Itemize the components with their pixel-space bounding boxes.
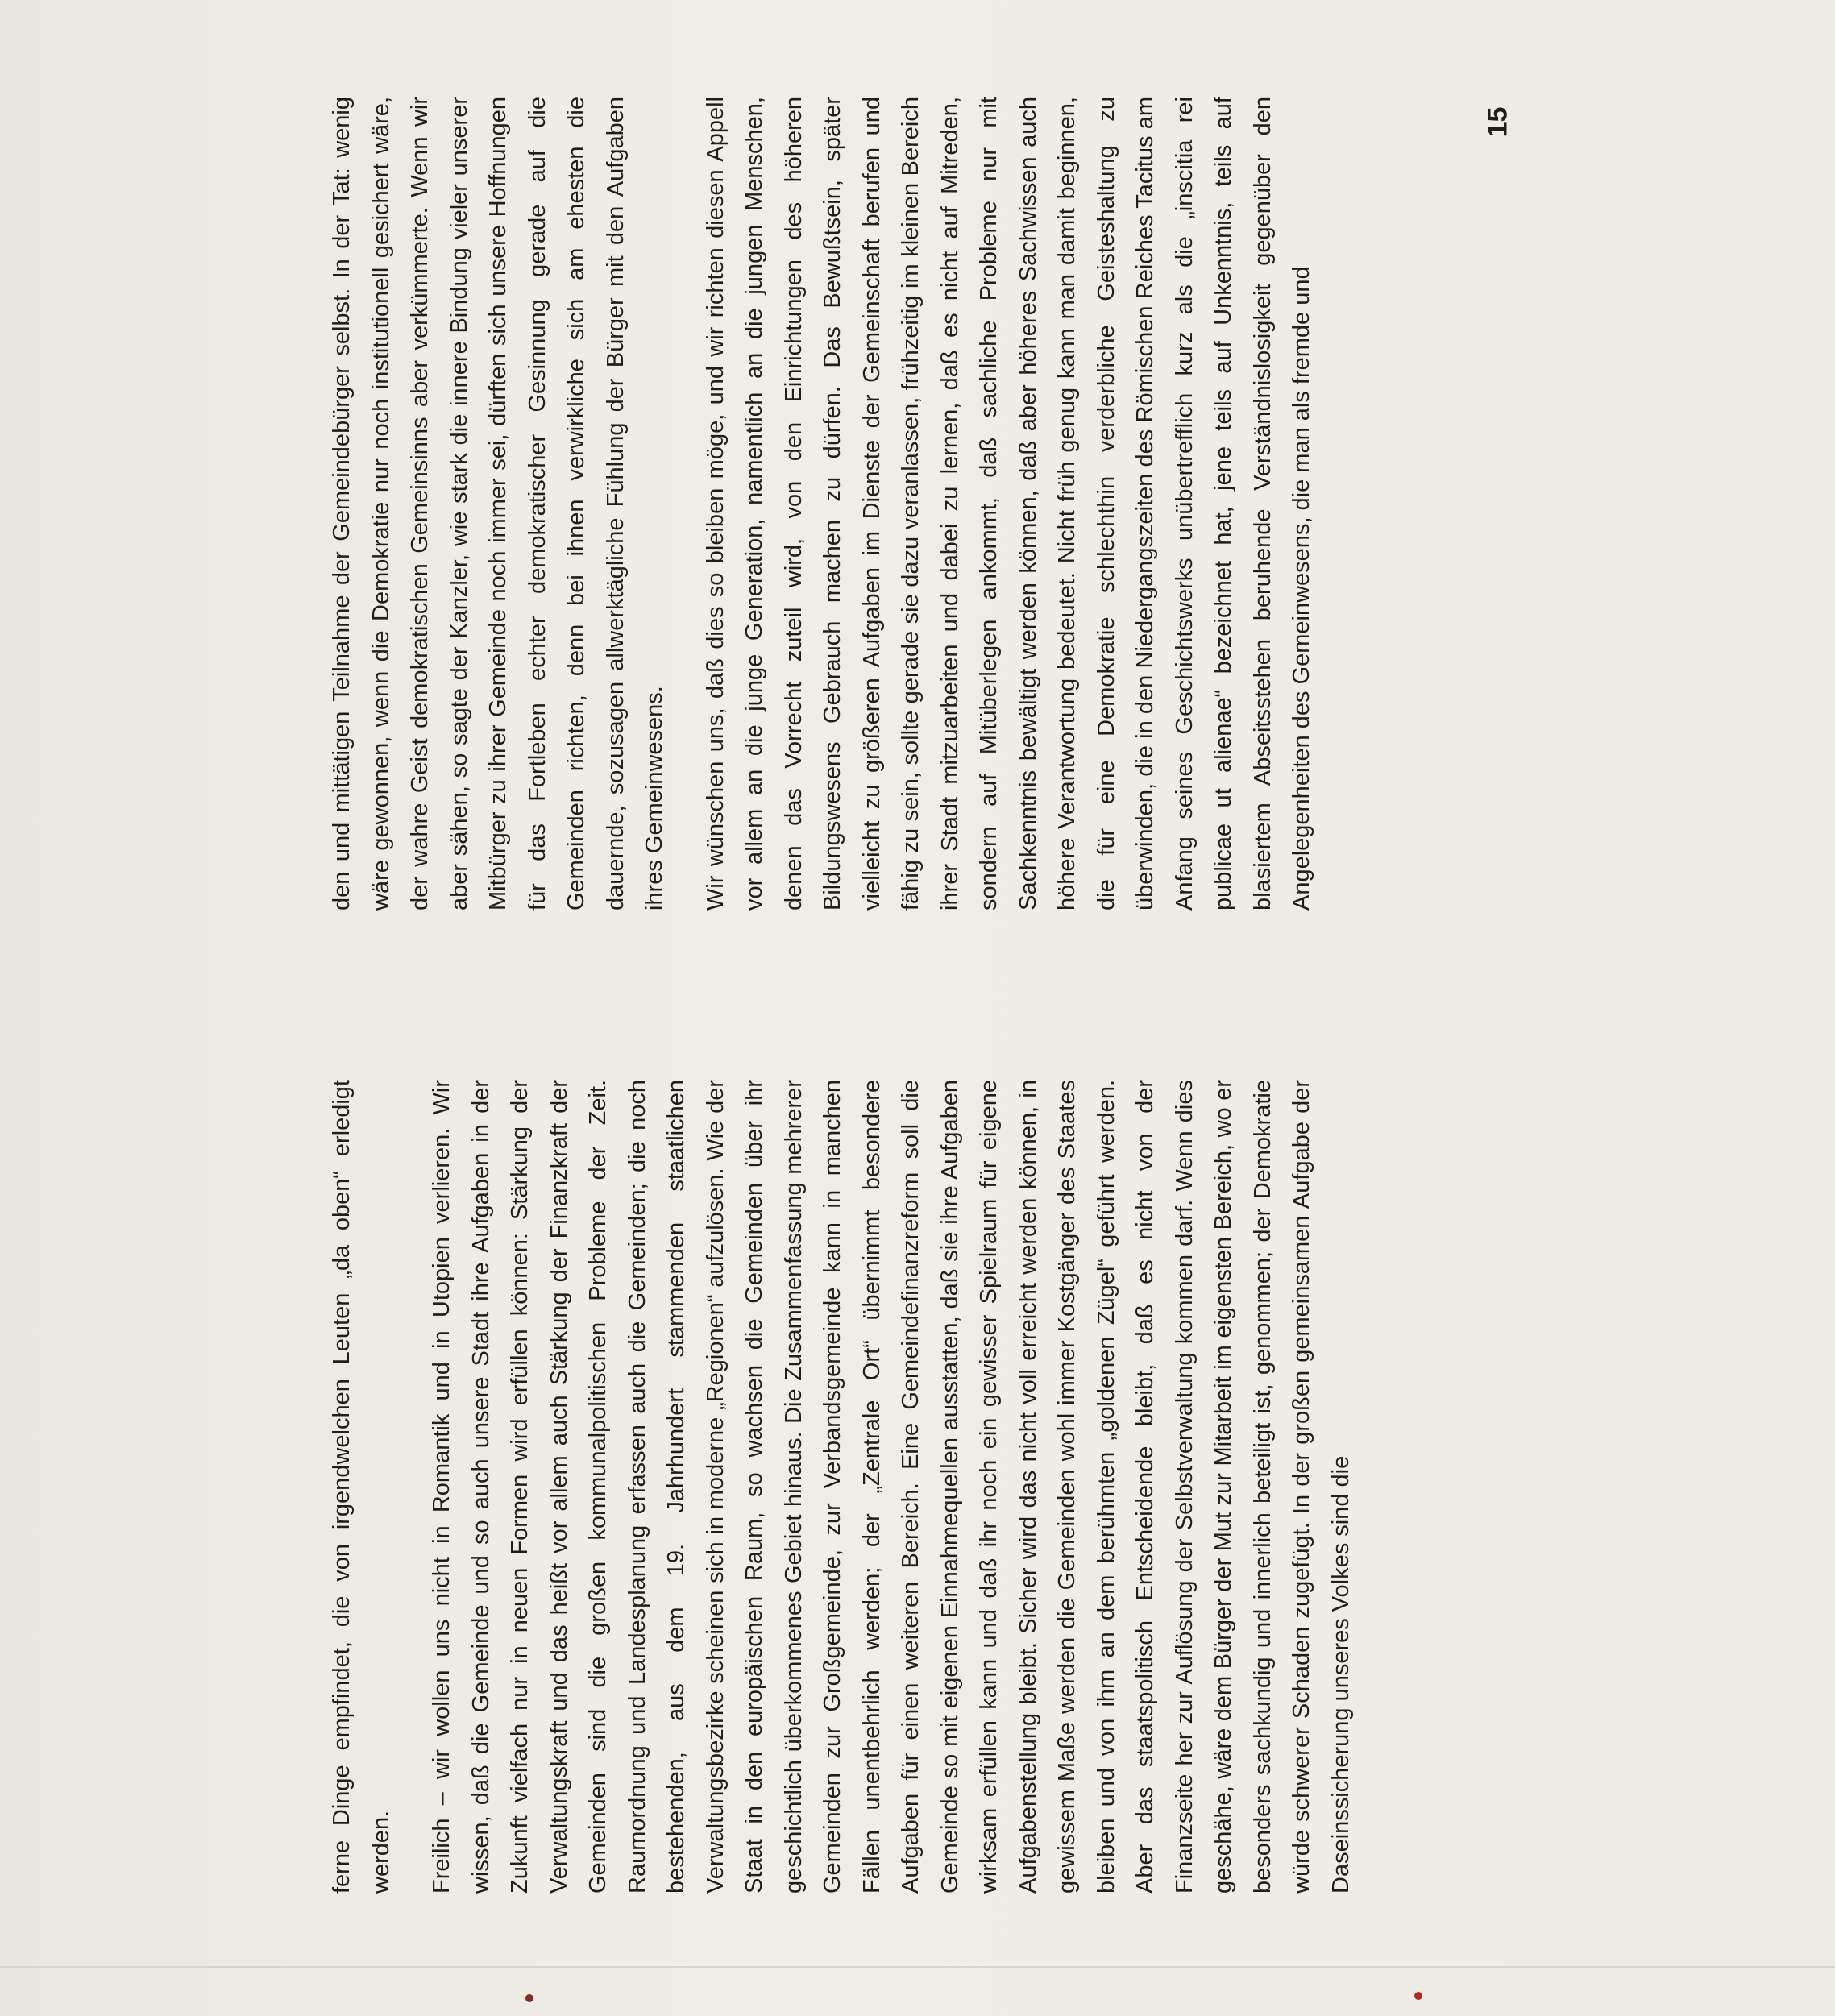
binding-mark [1414,1992,1422,2000]
paragraph: den und mittätigen Teilnahme der Gemeindebürger selbst. In der Tat: wenig wäre gewonnen, wenn die Demokratie nur noch institutionell gesichert wäre, der wahre Geist demokratischen Gemeinsinns aber verkümmerte. Wenn wir aber sähen, so sagte der Kanzler, wie stark die innere Bindung vieler unserer Mitbürger zu ihrer Gemeinde noch immer sei, dürften sich unsere Hoffnungen für das Fortleben echter demokratischer Gesinnung gerade auf die Gemeinden richten, denn bei ihnen verwirkliche sich am ehesten die dauernde, sozusagen allwerktägliche Fühlung der Bürger mit den Aufgaben ihres Gemeinwesens. [329,97,667,911]
page-crease [0,1966,1835,1992]
binding-mark [525,1994,533,2002]
text-column-left [322,97,1507,911]
page-number: 15 [1482,106,1513,138]
paragraph: ferne Dinge empfindet, die von irgendwelchen Leuten „da oben“ erledigt werden. [329,1080,394,1894]
paragraph: Freilich – wir wollen uns nicht in Romantik und in Utopien verlieren. Wir wissen, daß die Gemeinde und so auch unsere Stadt ihre Aufgaben in der Zukunft vielfach nur in neuen Formen wird erfüllen können: Stärkung der Verwaltungskraft und das heißt vor allem auch Stärkung der Finanzkraft der Gemeinden sind die großen kommunalpolitischen Probleme der Zeit. Raumordnung und Landesplanung erfassen auch die Gemeinden; die noch bestehenden, aus dem 19. Jahrhundert stammenden staatlichen Verwaltungsbezirke scheinen sich in moderne „Regionen“ aufzulösen. Wie der Staat in den europäischen Raum, so wachsen die Gemeinden über ihr geschichtlich überkommenes Gebiet hinaus. Die Zusammenfassung mehrerer Gemeinden zur Großgemeinde, zur Verbandsgemeinde kann in manchen Fällen unentbehrlich werden; der „Zentrale Ort“ übernimmt besondere Aufgaben für einen weiteren Bereich. Eine Gemeindefinanzreform soll die Gemeinde so mit eigenen Einnahmequellen ausstatten, daß sie ihre Aufgaben wirksam erfüllen kann und daß ihr noch ein gewisser Spielraum für eigene Aufgabenstellung bleibt. Sicher wird das nicht voll erreicht werden können, in gewissem Maße werden die Gemeinden wohl immer Kostgänger des Staates bleiben und von ihm an dem berühmten „goldenen Zügel“ geführt werden. Aber das staatspolitisch Entscheidende bleibt, daß es nicht von der Finanzseite her zur Auflösung der Selbstverwaltung kommen darf. Wenn dies geschähe, wäre dem Bürger der Mut zur Mitarbeit im eigensten Bereich, wo er besonders sachkundig und innerlich beteiligt ist, genommen; der Demokratie würde schwerer Schaden zugefügt. In der großen gemeinsamen Aufgabe der Daseinssicherung unseres Volkes sind die [429,1080,1354,1894]
paragraph: Wir wünschen uns, daß dies so bleiben möge, und wir richten diesen Appell vor allem an die junge Generation, namentlich an die jungen Menschen, denen das Vorrecht zuteil wird, von den Einrichtungen des höheren Bildungswesens Gebrauch machen zu dürfen. Das Bewußtsein, später vielleicht zu größeren Aufgaben im Dienste der Gemeinschaft berufen und fähig zu sein, sollte gerade sie dazu veranlassen, frühzeitig im kleinen Bereich ihrer Stadt mitzuarbeiten und dabei zu lernen, daß es nicht auf Mitreden, sondern auf Mitüberlegen ankommt, daß sachliche Probleme nur mit Sachkenntnis bewältigt werden können, daß aber höheres Sachwissen auch höhere Verantwortung bedeutet. Nicht früh genug kann man damit beginnen, die für eine Demokratie schlechthin verderbliche Geisteshaltung zu überwinden, die in den Niedergangszeiten des Römischen Reiches Tacitus am Anfang seines Geschichtswerks unübertrefflich kurz als die „inscitia rei publicae ut alienae“ bezeichnet hat, jene teils auf Unkenntnis, teils auf blasiertem Abseitsstehen beruhende Verständnislosigkeit gegenüber den Angelegenheiten des Gemeinwesens, die man als fremde und [702,97,1314,911]
rotated-text-block [322,97,1507,1894]
text-column-right [322,1080,1507,1894]
